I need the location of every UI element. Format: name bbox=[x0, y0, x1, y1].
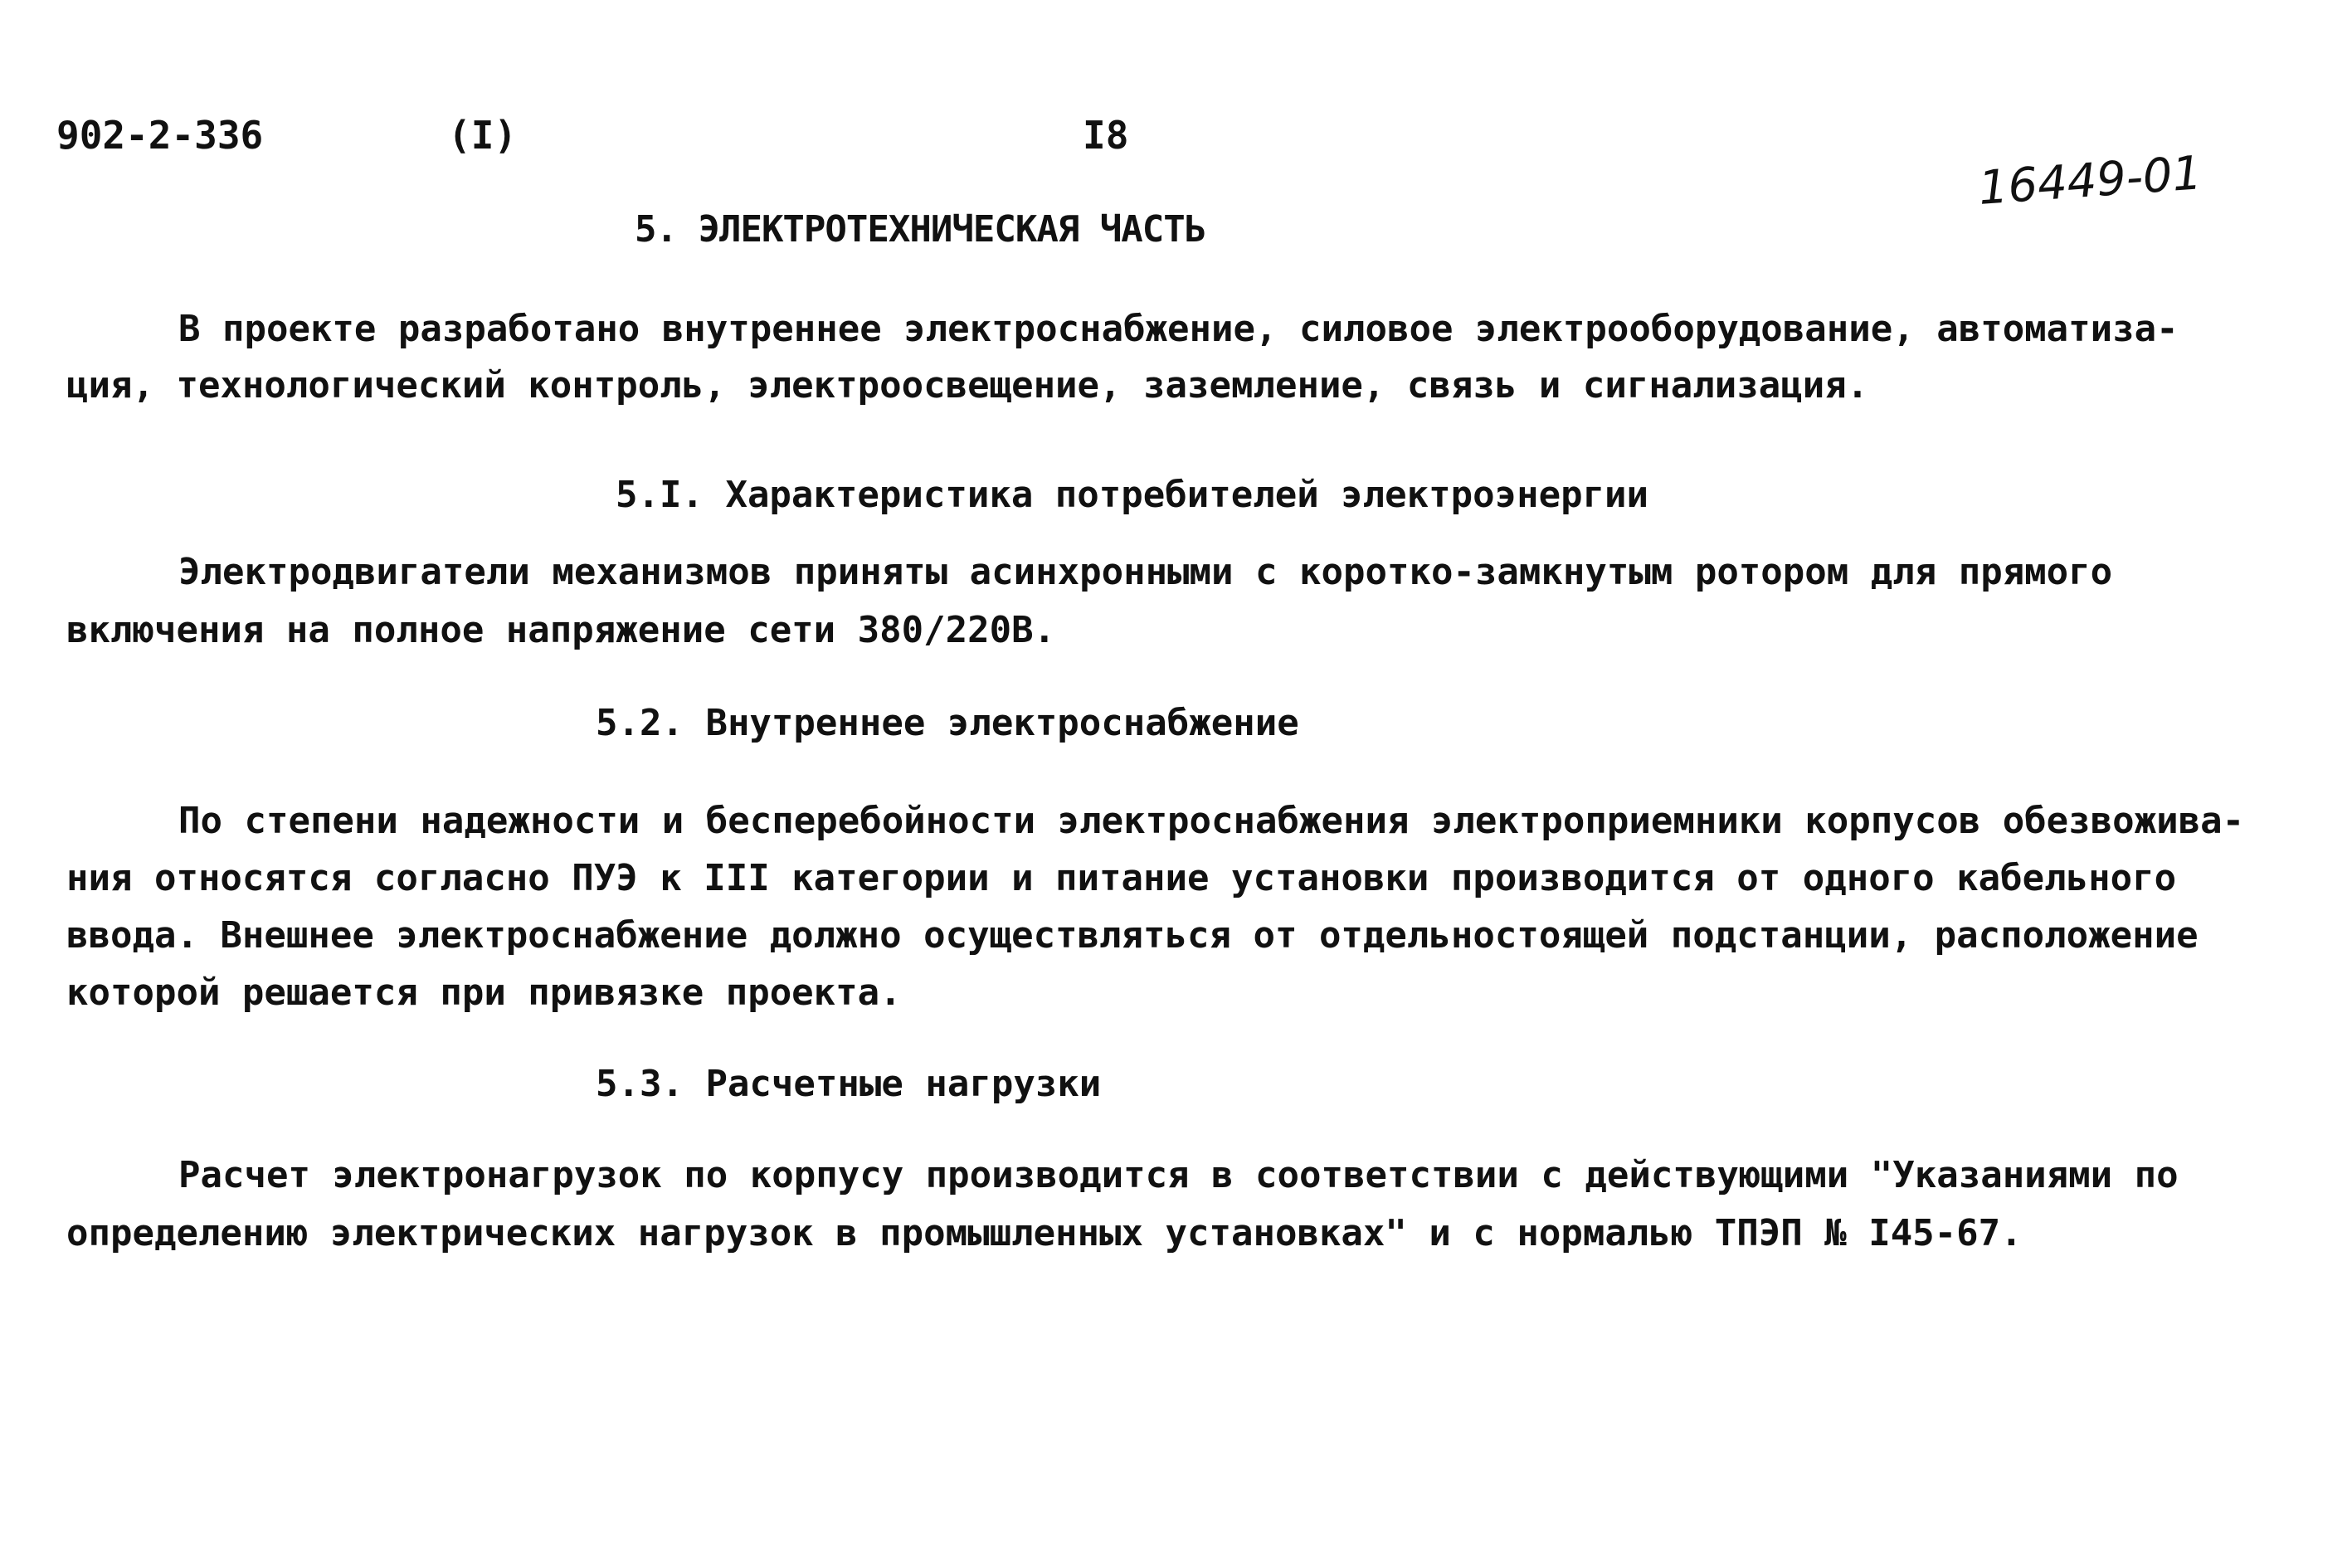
part-number: (I) bbox=[448, 113, 518, 158]
section-5-intro-line-1: В проекте разработано внутреннее электроснабжение, силовое электрооборудование, автоматиза- bbox=[178, 308, 2179, 350]
section-5-2-line-3: ввода. Внешнее электроснабжение должно осуществляться от отдельностоящей подстанции, расположение bbox=[66, 914, 2199, 957]
section-5-2-line-2: ния относятся согласно ПУЭ к III категории и питание установки производится от одного кабельного bbox=[66, 857, 2177, 899]
section-5-3-title: 5.3. Расчетные нагрузки bbox=[596, 1063, 1102, 1105]
section-5-1-title: 5.I. Характеристика потребителей электроэнергии bbox=[616, 474, 1649, 516]
section-5-title: 5. ЭЛЕКТРОТЕХНИЧЕСКАЯ ЧАСТЬ bbox=[635, 208, 1206, 251]
document-code: 902-2-336 bbox=[56, 113, 264, 158]
section-5-2-line-1: По степени надежности и бесперебойности электроснабжения электроприемники корпусов обезвожива- bbox=[178, 800, 2245, 842]
section-5-1-line-2: включения на полное напряжение сети 380/220В. bbox=[66, 609, 1056, 651]
archive-number-handwritten: 16449-01 bbox=[1976, 146, 2204, 216]
section-5-3-line-2: определению электрических нагрузок в промышленных установках" и с нормалью ТПЭП № I45-67. bbox=[66, 1212, 2023, 1254]
section-5-3-line-1: Расчет электронагрузок по корпусу производится в соответствии с действующими "Указаниями по bbox=[178, 1154, 2179, 1196]
section-5-2-line-4: которой решается при привязке проекта. bbox=[66, 971, 902, 1014]
page-number: I8 bbox=[1083, 113, 1129, 158]
section-5-1-line-1: Электродвигатели механизмов приняты асинхронными с коротко-замкнутым ротором для прямого bbox=[178, 551, 2113, 593]
section-5-2-title: 5.2. Внутреннее электроснабжение bbox=[596, 702, 1299, 744]
section-5-intro-line-2: ция, технологический контроль, электроосвещение, заземление, связь и сигнализация. bbox=[66, 364, 1869, 407]
